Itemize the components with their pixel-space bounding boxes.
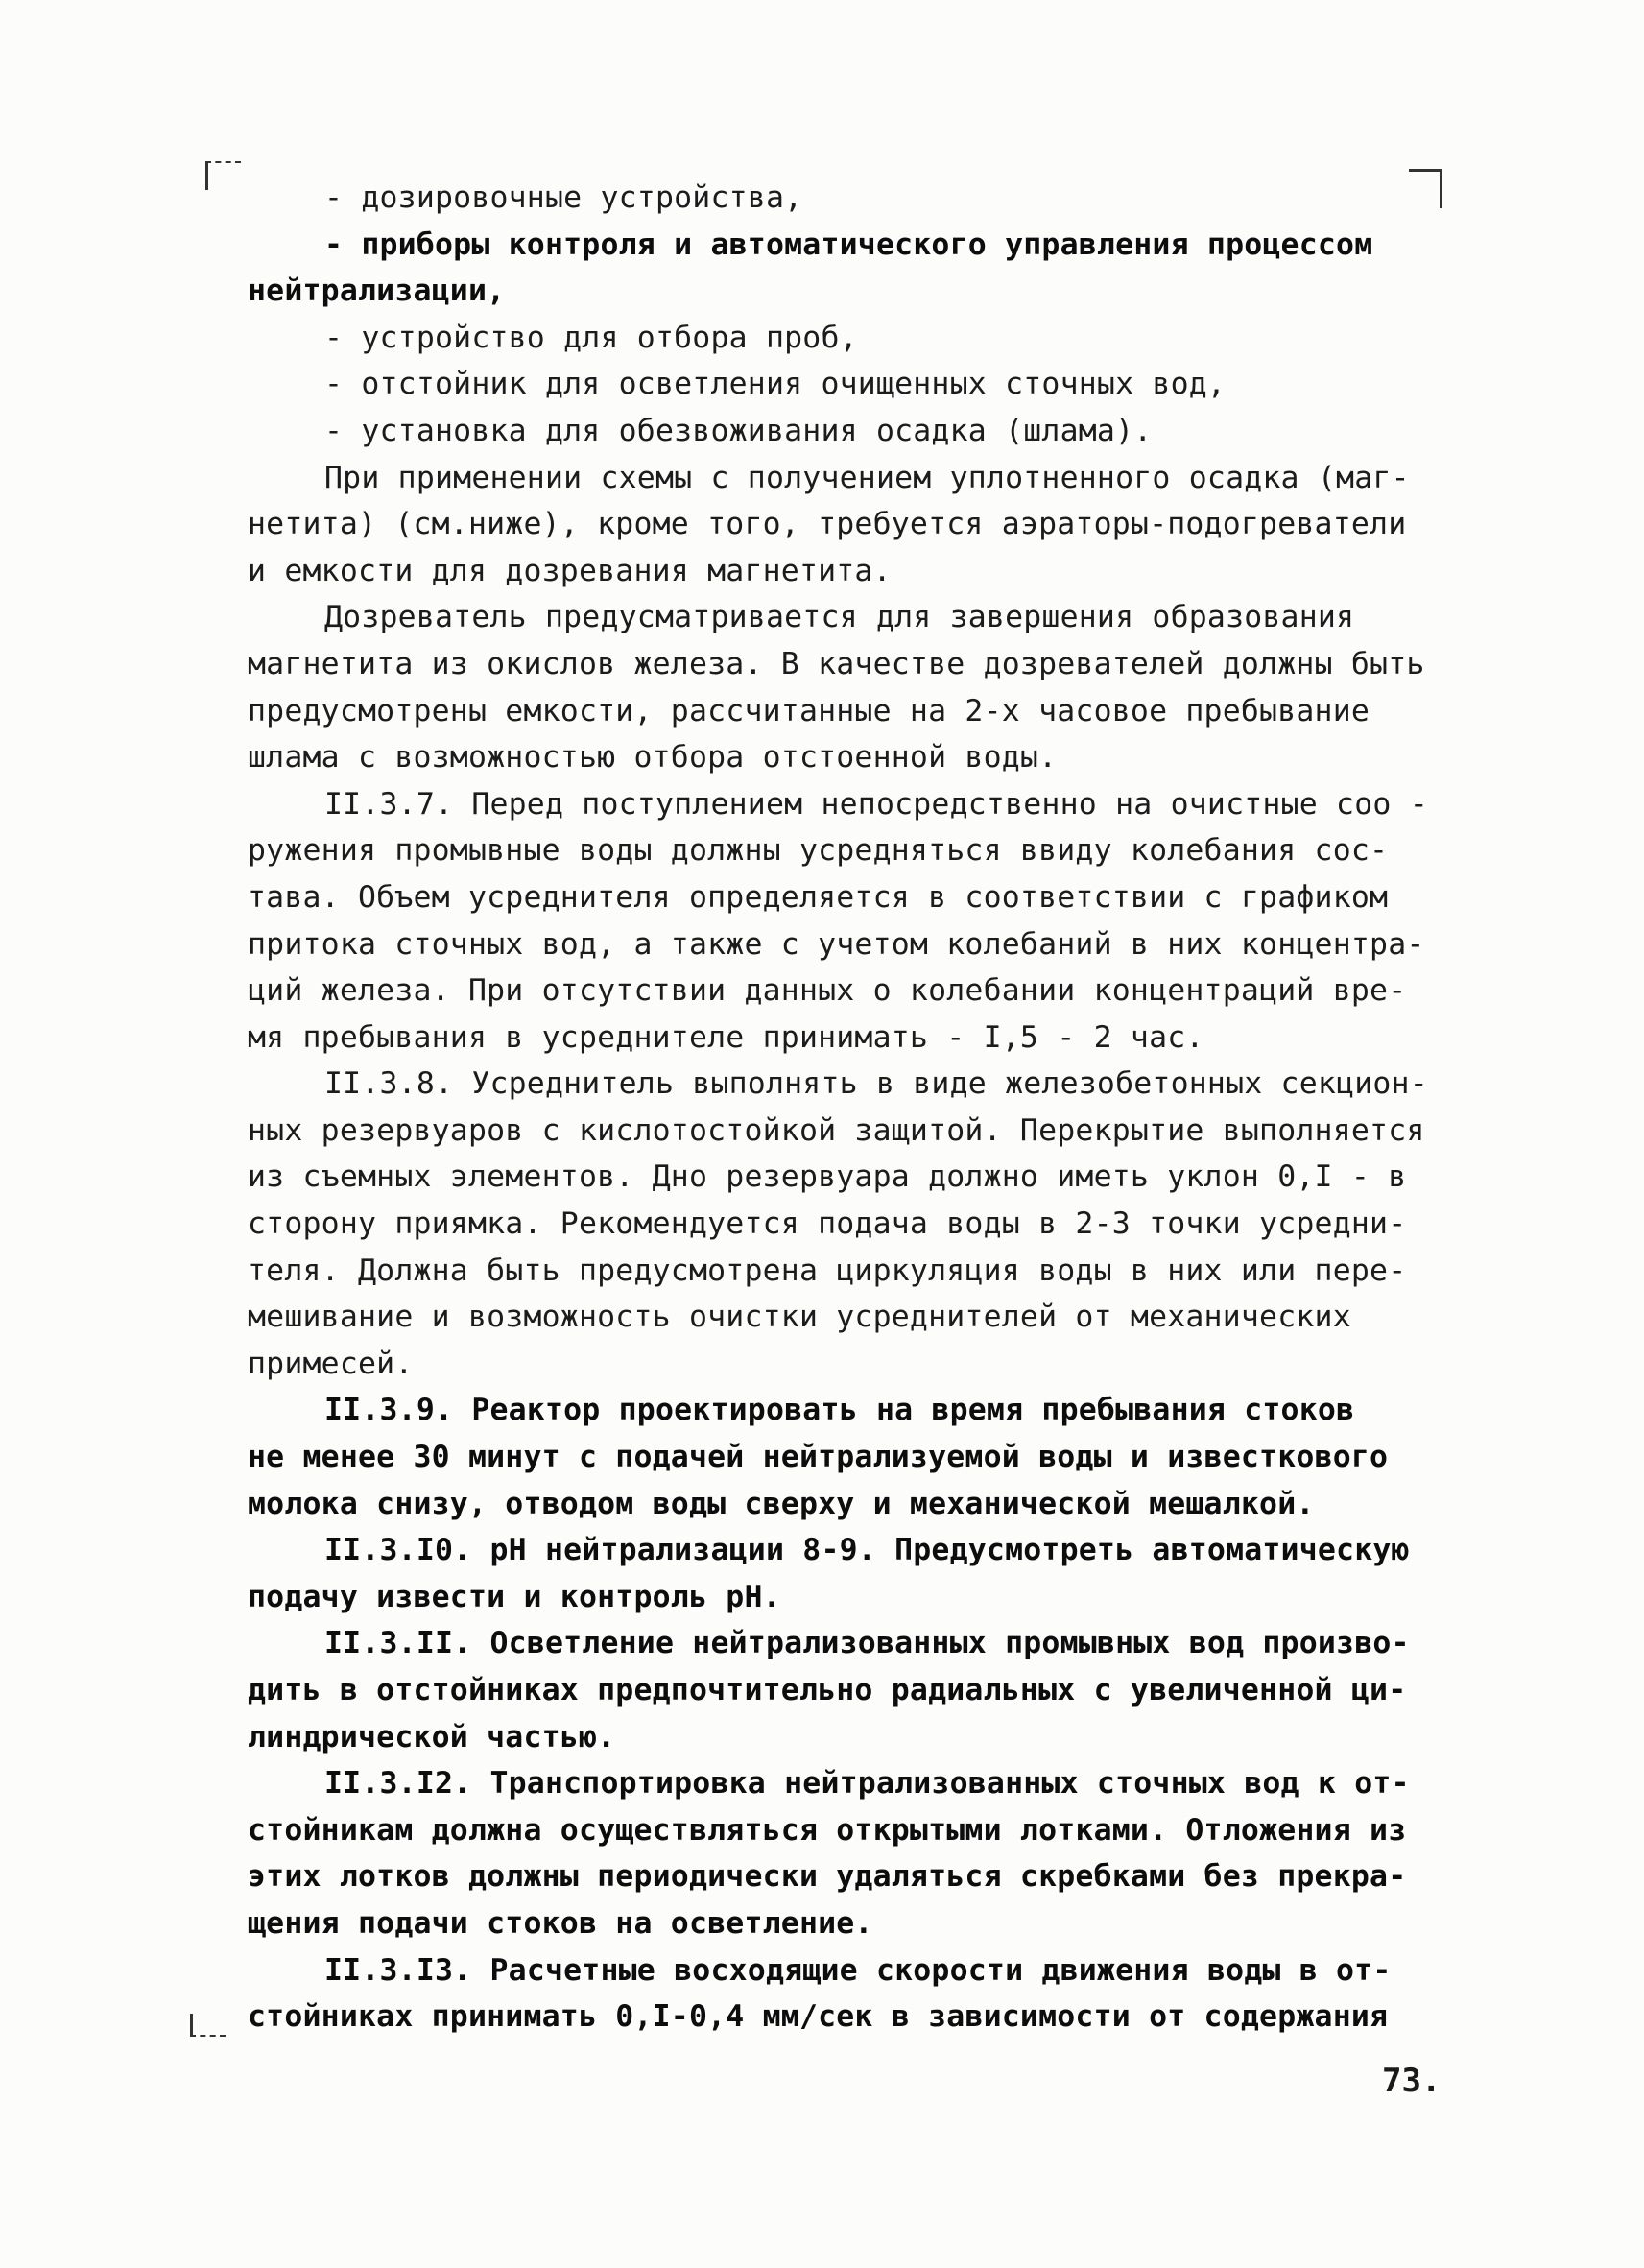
text-line: II.3.II. Осветление нейтрализованных промывных вод произво-	[324, 1626, 1410, 1661]
page-number: 73.	[1382, 2062, 1441, 2100]
text-line: щения подачи стоков на осветление.	[248, 1905, 873, 1941]
text-line: II.3.7. Перед поступлением непосредственно на очистные соо -	[324, 786, 1428, 822]
text-line: - приборы контроля и автоматического управления процессом	[324, 227, 1373, 262]
text-line: При применении схемы с получением уплотненного осадка (маг-	[324, 460, 1410, 495]
text-line: - отстойник для осветления очищенных сточных вод,	[324, 367, 1227, 402]
text-line: примесей.	[248, 1346, 414, 1381]
text-line: ружения промывные воды должны усредняться ввиду колебания сос-	[248, 833, 1389, 869]
text-line: предусмотрены емкости, рассчитанные на 2-х часовое пребывание	[248, 693, 1370, 728]
text-line: сторону приямка. Рекомендуется подача воды в 2-3 точки усредни-	[248, 1206, 1407, 1242]
text-line: II.3.9. Реактор проектировать на время пребывания стоков	[324, 1393, 1355, 1428]
text-line: нетита) (см.ниже), кроме того, требуется аэраторы-подогреватели	[248, 507, 1407, 542]
text-line: тава. Объем усреднителя определяется в соответствии с графиком	[248, 879, 1389, 915]
text-line: II.3.I2. Транспортировка нейтрализованных сточных вод к от-	[324, 1766, 1410, 1802]
text-line: II.3.I3. Расчетные восходящие скорости движения воды в от-	[324, 1952, 1392, 1988]
text-line: шлама с возможностью отбора отстоенной воды.	[248, 740, 1058, 776]
scan-corner-mark-bottom-left	[190, 2014, 226, 2037]
text-line: II.3.8. Усреднитель выполнять в виде железобетонных секцион-	[324, 1066, 1428, 1102]
text-line: ций железа. При отсутствии данных о колебании концентраций вре-	[248, 973, 1407, 1009]
text-line: нейтрализации,	[248, 274, 506, 309]
text-line: - устройство для отбора проб,	[324, 320, 858, 355]
text-line: мешивание и возможность очистки усреднителей от механических	[248, 1300, 1351, 1335]
text-line: не менее 30 минут с подачей нейтрализуемой воды и известкового	[248, 1440, 1389, 1475]
text-line: линдрической частью.	[248, 1719, 616, 1755]
text-line: этих лотков должны периодически удаляться скребками без прекра-	[248, 1859, 1407, 1895]
text-line: II.3.I0. pH нейтрализации 8-9. Предусмотреть автоматическую	[324, 1533, 1410, 1568]
text-line: притока сточных вод, а также с учетом колебаний в них концентра-	[248, 926, 1425, 962]
text-line: Дозреватель предусматривается для завершения образования	[324, 600, 1355, 635]
text-line: мя пребывания в усреднителе принимать - I,5 - 2 час.	[248, 1019, 1204, 1055]
text-line: из съемных элементов. Дно резервуара должно иметь уклон 0,I - в	[248, 1159, 1407, 1195]
text-line: магнетита из окислов железа. В качестве дозревателей должны быть	[248, 646, 1425, 681]
text-line: ных резервуаров с кислотостойкой защитой. Перекрытие выполняется	[248, 1112, 1425, 1148]
text-line: и емкости для дозревания магнетита.	[248, 553, 892, 588]
text-line: стойникам должна осуществляться открытыми лотками. Отложения из	[248, 1812, 1407, 1848]
text-line: стойниках принимать 0,I-0,4 мм/сек в зависимости от содержания	[248, 1999, 1389, 2035]
text-line: подачу извести и контроль pH.	[248, 1579, 781, 1614]
scan-corner-mark-top-left	[205, 161, 241, 190]
text-line: молока снизу, отводом воды сверху и механической мешалкой.	[248, 1486, 1315, 1521]
text-line: - установка для обезвоживания осадка (шлама).	[324, 413, 1153, 448]
document-body	[248, 175, 1476, 2041]
text-line: - дозировочные устройства,	[324, 180, 803, 215]
text-line: теля. Должна быть предусмотрена циркуляция воды в них или пере-	[248, 1253, 1407, 1288]
text-line: дить в отстойниках предпочтительно радиальных с увеличенной ци-	[248, 1673, 1407, 1707]
